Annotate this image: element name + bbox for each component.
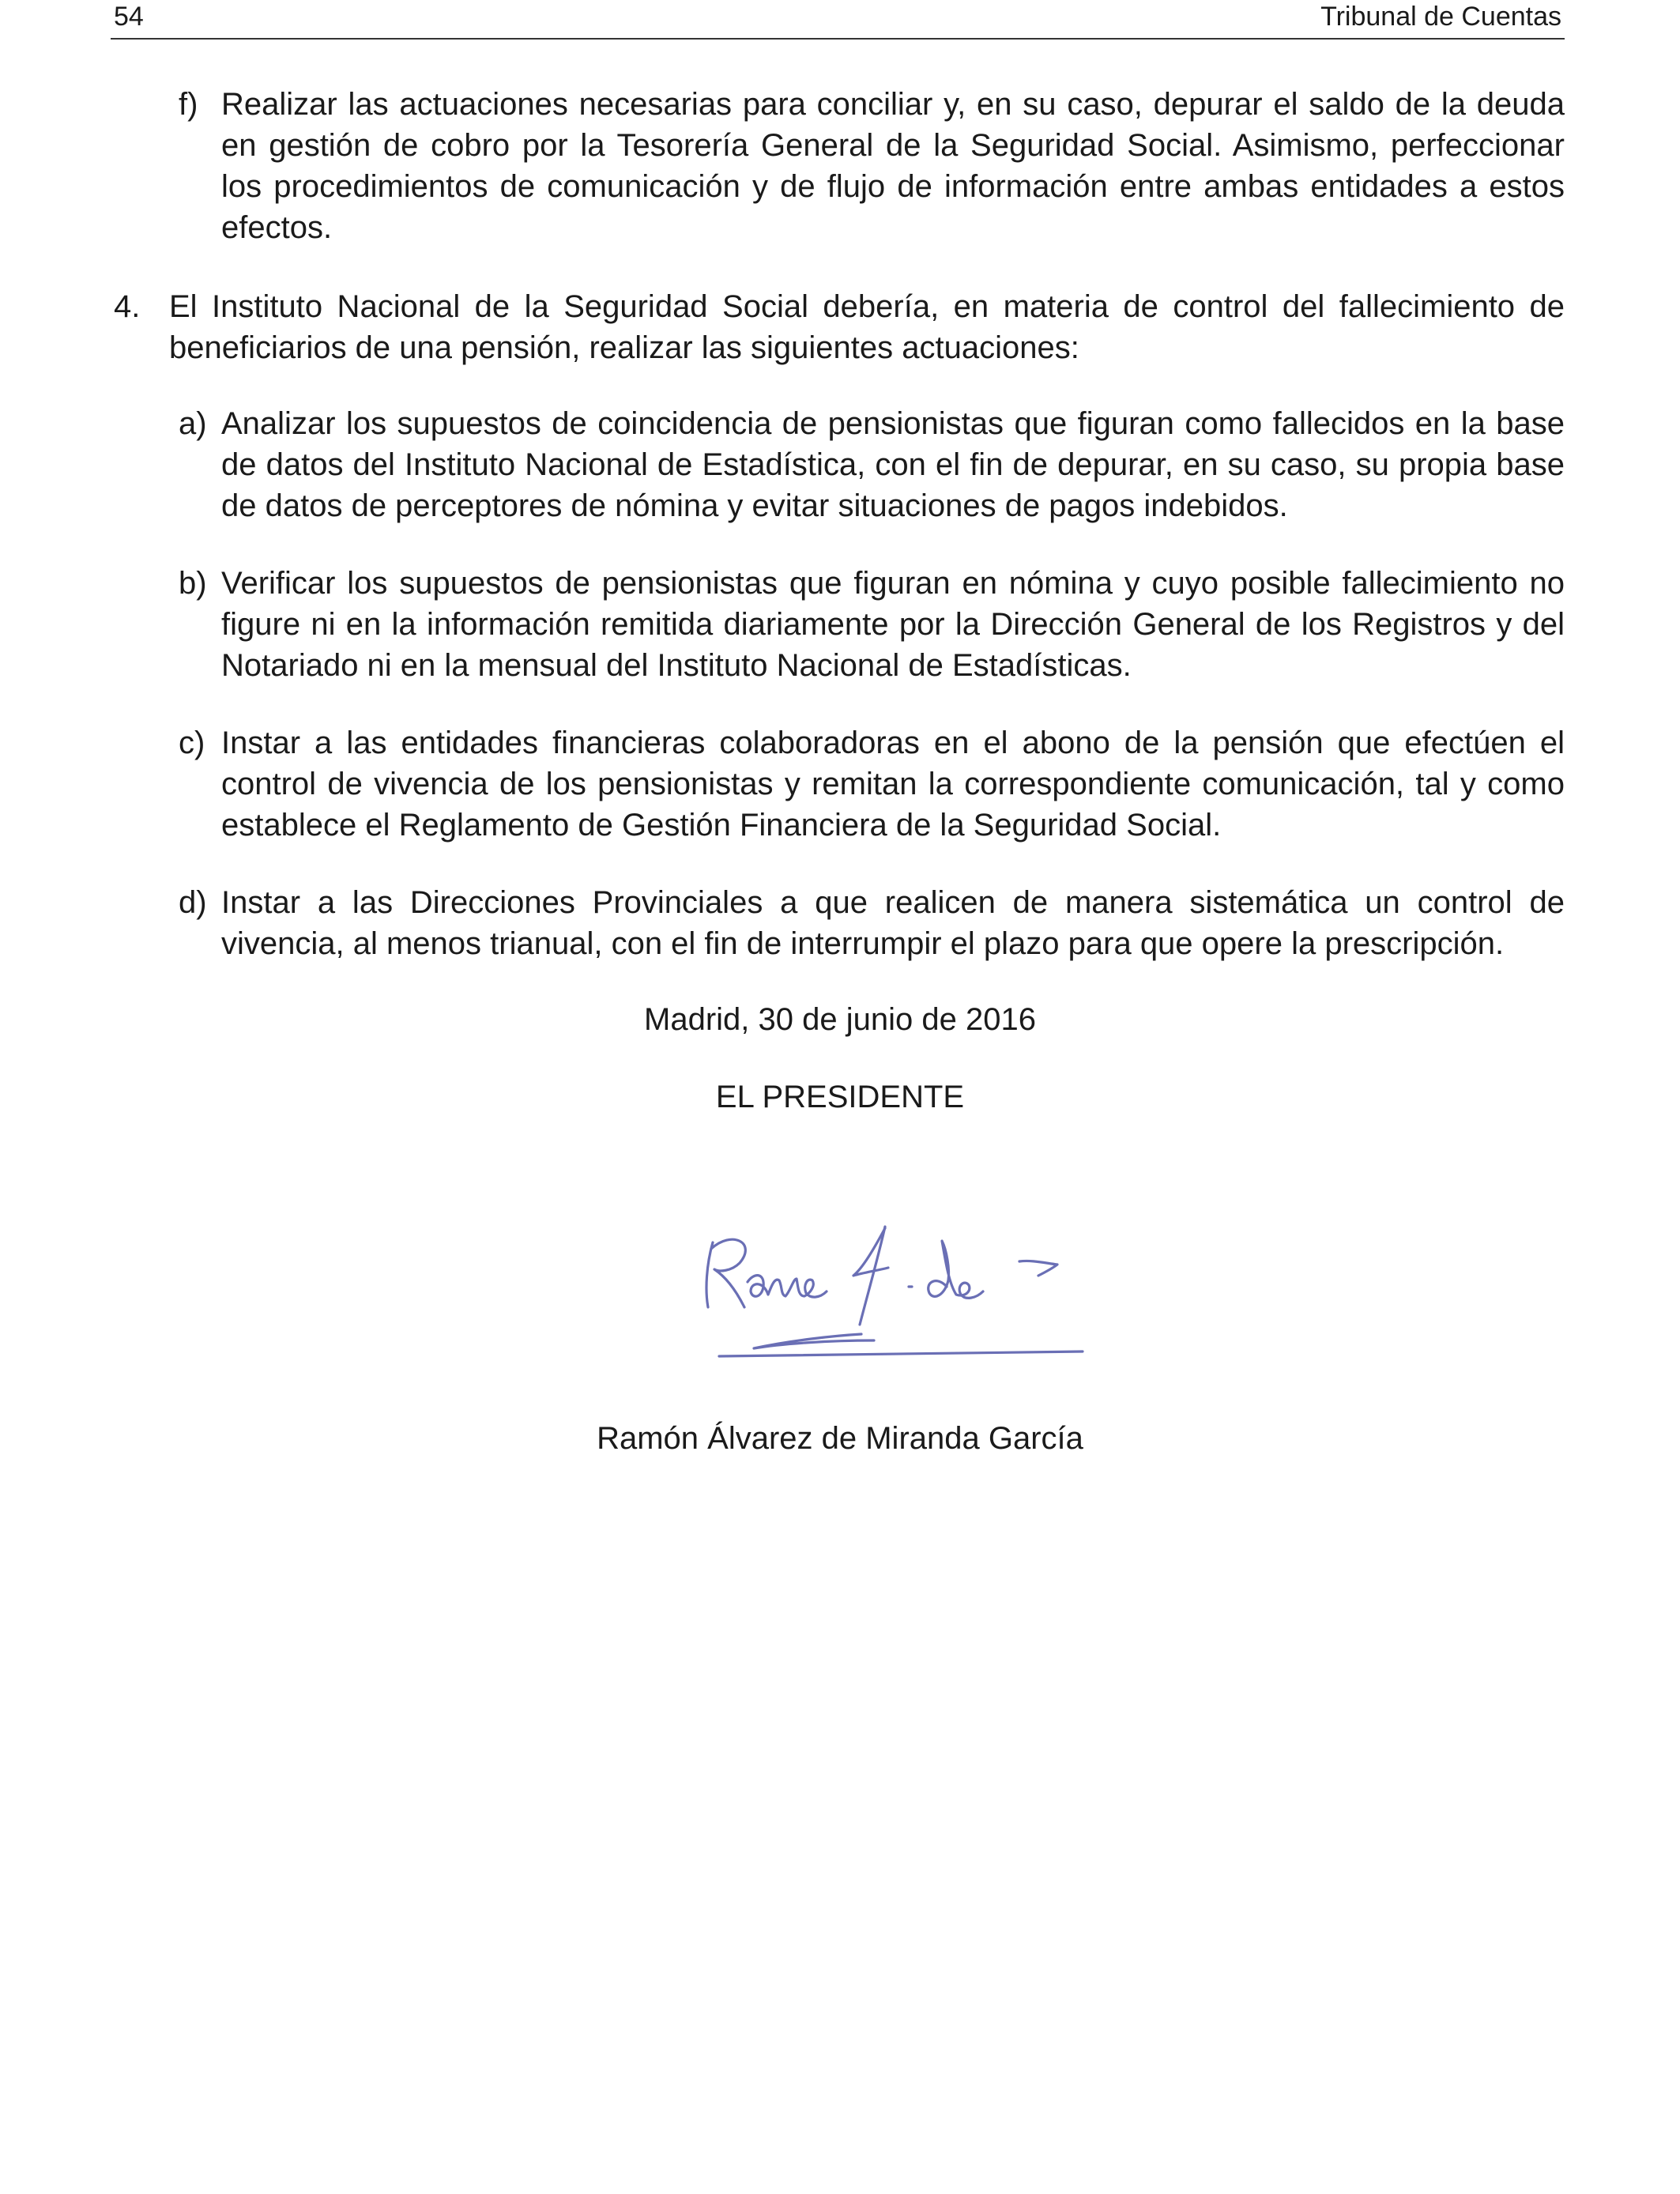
header-title: Tribunal de Cuentas: [1320, 2, 1561, 32]
list-item-text: El Instituto Nacional de la Seguridad Social debería, en materia de control del fallecimiento de beneficiarios de una pensión, realizar las siguientes actuaciones:: [169, 289, 1565, 365]
list-marker: f): [179, 87, 198, 122]
list-item-c: [179, 722, 1565, 846]
list-item-a: [179, 403, 1565, 526]
page-header: [111, 0, 1565, 40]
list-item-f: [179, 84, 1565, 248]
signature-image: [695, 1193, 1106, 1367]
signature-stroke: [929, 1241, 983, 1298]
list-item-text: Realizar las actuaciones necesarias para conciliar y, en su caso, depurar el saldo de la deuda en gestión de cobro por la Tesorería General de la Seguridad Social. Asimismo, perfeccionar los procedimientos de comunicación y de flujo de información entre ambas entidades a estos efectos.: [221, 87, 1565, 245]
list-item-4: [114, 286, 1565, 368]
signature-stroke: [711, 1239, 745, 1307]
signature-stroke: [754, 1334, 874, 1348]
signature-stroke: [860, 1227, 885, 1325]
signature-stroke: [1019, 1261, 1057, 1276]
signature-stroke: [748, 1276, 827, 1297]
list-item-b: [179, 563, 1565, 686]
list-item-text: Verificar los supuestos de pensionistas que figuran en nómina y cuyo posible fallecimiento no figure ni en la información remitida diariamente por la Dirección General de los Registros y del Notariado ni en la mensual del Instituto Nacional de Estadísticas.: [221, 566, 1565, 683]
signature-stroke: [719, 1351, 1083, 1356]
signatory-role: EL PRESIDENTE: [715, 1080, 965, 1114]
signatory-name: Ramón Álvarez de Miranda García: [597, 1421, 1083, 1456]
list-marker: d): [179, 885, 207, 920]
list-item-text: Instar a las Direcciones Provinciales a que realicen de manera sistemática un control de vivencia, al menos trianual, con el fin de interrumpir el plazo para que opere la prescripción.: [221, 885, 1565, 961]
list-marker: 4.: [114, 289, 141, 324]
list-item-d: [179, 882, 1565, 964]
signature-stroke: [706, 1242, 713, 1307]
list-marker: a): [179, 406, 207, 441]
list-marker: b): [179, 566, 207, 601]
list-item-text: Analizar los supuestos de coincidencia de pensionistas que figuran como fallecidos en la base de datos del Instituto Nacional de Estadística, con el fin de depurar, en su caso, su propia base de datos de perceptores de nómina y evitar situaciones de pagos indebidos.: [221, 406, 1565, 523]
list-item-text: Instar a las entidades financieras colaboradoras en el abono de la pensión que efectúen el control de vivencia de los pensionistas y remitan la correspondiente comunicación, tal y como establece el Reglamento de Gestión Financiera de la Seguridad Social.: [221, 726, 1565, 843]
page-number: 54: [114, 2, 144, 32]
list-marker: c): [179, 726, 205, 760]
place-date: Madrid, 30 de junio de 2016: [644, 1002, 1036, 1037]
